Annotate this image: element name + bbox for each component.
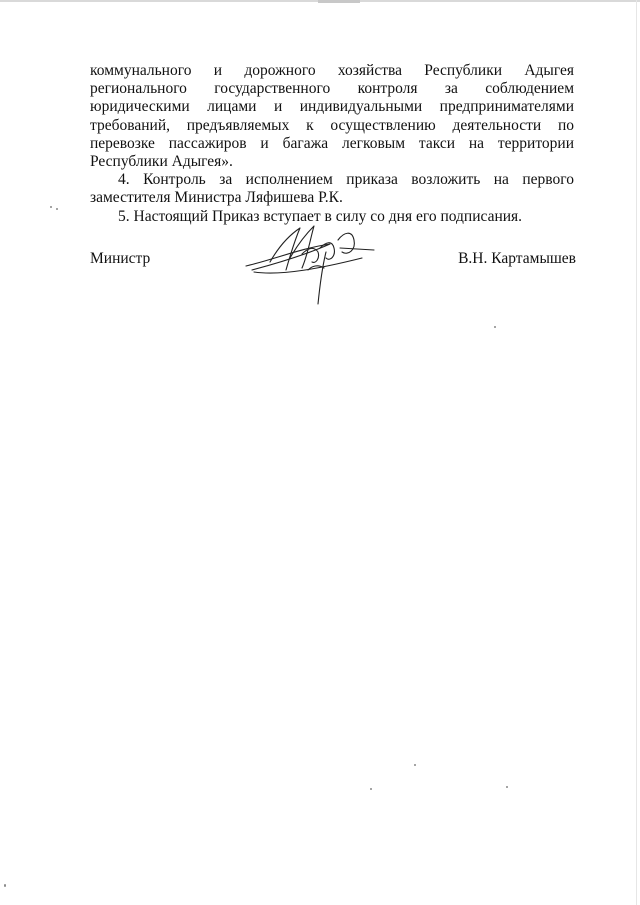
item-5-paragraph: 5. Настоящий Приказ вступает в силу со дня его подписания.: [118, 207, 523, 225]
continuation-paragraph: коммунального и дорожного хозяйства Республики Адыгея регионального государственного контроля за соблюдением юридическими лицами и индивидуальными предпринимателями требований, предъявляемых к осуществлению деятельности по перевозке пассажиров и багажа легковым такси на территории Республики Адыгея».: [90, 62, 574, 171]
scan-speck: [4, 884, 6, 887]
scan-speck: [370, 788, 372, 790]
scan-speck: [494, 326, 496, 328]
item-4-paragraph: 4. Контроль за исполнением приказа возложить на первого заместителя Министра Ляфишева Р.К.: [90, 171, 574, 207]
scan-speck: [414, 764, 416, 766]
signatory-position: Министр: [90, 250, 151, 267]
handwritten-signature: [242, 218, 382, 310]
scan-top-mark: [318, 0, 360, 3]
signatory-name: В.Н. Картамышев: [458, 250, 576, 267]
scan-speck: [50, 206, 52, 208]
document-body: [90, 62, 574, 226]
scan-right-edge: [636, 0, 637, 905]
scan-speck: [56, 208, 58, 210]
scan-speck: [506, 786, 508, 788]
